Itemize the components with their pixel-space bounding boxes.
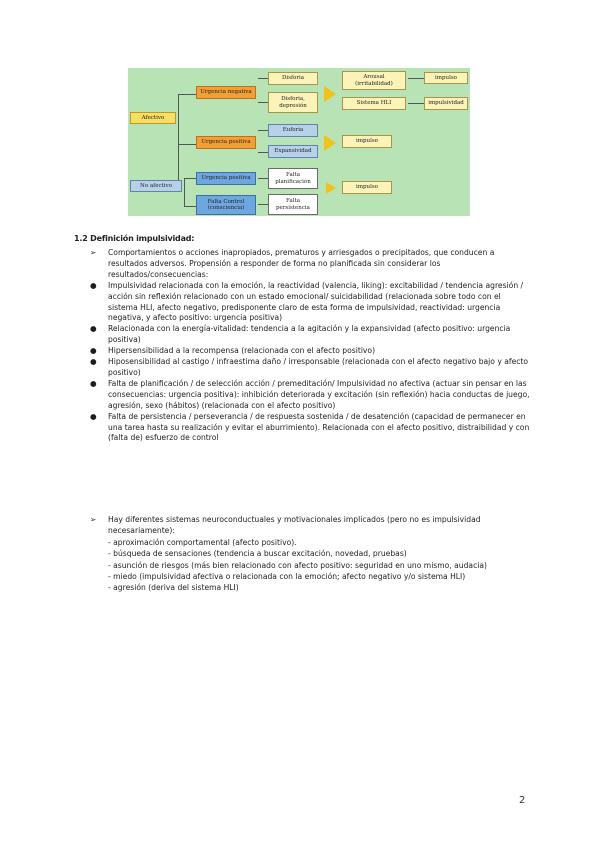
impulsivity-diagram (128, 68, 470, 216)
connector-line (408, 78, 424, 79)
connector-line (178, 94, 196, 95)
list-item: ➢ Comportamientos o acciones inapropiados, prematuros y arriesgados o precipitados, que conducen a resultados adversos. Propensión a responder de forma no planificada sin considerar los resultados/consecuencias: (90, 248, 495, 279)
connector-line (178, 144, 196, 145)
urgencia-positiva-box: Urgencia positiva (196, 136, 256, 149)
yellow-arrow-icon (324, 86, 336, 102)
falta-control-box: Falta Control (consciencia) (196, 195, 256, 215)
arrow-bullet-icon: ➢ (90, 248, 97, 257)
yellow-arrow-icon (324, 135, 336, 151)
list-item: ● Hiposensibilidad al castigo / infraestima daño / irresponsable (relacionada con el afecto negativo bajo y afecto positivo) (90, 357, 529, 377)
list-item: ● Hipersensibilidad a la recompensa (relacionada con el afecto positivo) (90, 346, 376, 356)
connector-line (258, 204, 268, 205)
sub-item: - agresión (deriva del sistema HLI) (108, 583, 239, 593)
connector-line (258, 130, 268, 131)
systems-list (90, 514, 530, 594)
disforia-box: Disforia (268, 72, 318, 85)
list-item: ● Falta de planificación / de selección acción / premeditación/ Impulsividad no afectiva (actuar sin pensar en las consecuencias: urgencia positiva): inhibición deteriorada y excitación (sin reflexión) hacia conductas de juego, agresión, sexo (hábitos) (relacionada con el afecto positivo) (90, 378, 530, 410)
sub-item: - miedo (impulsividad afectiva o relacionada con la emoción; afecto negativo y/o sistema HLI) (108, 572, 466, 582)
list-item: ● Impulsividad relacionada con la emoción, la reactividad (valencia, liking): excitabilidad / tendencia agresión / acción sin reflexión relacionado con un estado emocional/ suicidabilidad (relacionada sobre todo con el sistema HLI, afecto negativo, predisponente claro de esta forma de impulsividad, reactividad: urgencia negativa, y afecto positivo: urgencia positiva) (90, 280, 524, 323)
sistema-hli-box: Sistema HLI (342, 97, 406, 110)
bullet-icon: ● (90, 324, 97, 334)
list-item: ● Falta de persistencia / perseverancia / de respuesta sostenida / de desatención (capacidad de permanecer en una tarea hasta su realización y evitar el aburrimiento). Relacionada con el afecto positivo, distraibilidad y con (falta de) esfuerzo de control (90, 411, 530, 443)
falta-persistencia-box: Falta persistencia (268, 194, 318, 215)
sub-item: - asunción de riesgos (más bien relacionado con afecto positivo: seguridad en uno mismo, audacia) (108, 560, 487, 570)
page-number: 2 (519, 795, 526, 806)
disforia-depresion-box: Disforia, depresión (268, 92, 318, 113)
yellow-arrow-icon (326, 182, 336, 194)
euforia-box: Euforia (268, 124, 318, 137)
connector-line (184, 178, 185, 206)
connector-line (178, 94, 179, 186)
connector-line (408, 103, 424, 104)
impulsividad-box: impulsividad (424, 97, 468, 110)
section-title: 1.2 Definición impulsividad: (74, 234, 195, 243)
connector-line (184, 178, 196, 179)
sub-item: - aproximación comportamental (afecto positivo). (108, 537, 297, 547)
list-item: ● Relacionada con la energía-vitalidad: tendencia a la agitación y la expansividad (afecto positivo: urgencia positiva) (90, 324, 511, 345)
bullet-icon: ● (90, 346, 97, 356)
impulso-box-3: impulso (342, 181, 392, 194)
connector-line (258, 152, 268, 153)
arousal-box: Arousal (irritabilidad) (342, 71, 406, 90)
connector-line (258, 102, 268, 103)
definition-list (90, 248, 530, 444)
urgencia-positiva-no-afectivo-box: Urgencia positiva (196, 172, 256, 185)
sub-item: - búsqueda de sensaciones (tendencia a buscar excitación, novedad, pruebas) (108, 549, 407, 559)
bullet-icon: ● (90, 411, 97, 421)
list-item: ➢ Hay diferentes sistemas neuroconductuales y motivacionales implicados (pero no es impulsividad necesariamente): - aproximación comportamental (afecto positivo). - búsqueda de sensaciones (tendencia a buscar excitación, novedad, pruebas) - asunción de riesgos (más bien relacionado con afecto positivo: seguridad en uno mismo, audacia) - miedo (impulsividad afectiva o relacionada con la emoción; afecto negativo y/o sistema HLI) - agresión (deriva del sistema HLI) (90, 514, 530, 594)
arrow-bullet-icon: ➢ (90, 515, 97, 524)
impulso-box-2: impulso (342, 135, 392, 148)
connector-line (184, 206, 196, 207)
impulso-box-1: impulso (424, 72, 468, 84)
falta-planificacion-box: Falta planificación (268, 168, 318, 189)
expansividad-box: Expansividad (268, 145, 318, 158)
bullet-icon: ● (90, 357, 97, 367)
no-afectivo-box: No afectivo (130, 180, 182, 192)
connector-line (258, 178, 268, 179)
systems-sublist (108, 537, 530, 594)
bullet-icon: ● (90, 378, 97, 388)
urgencia-negativa-box: Urgencia negativa (196, 86, 256, 99)
connector-line (258, 78, 268, 79)
afectivo-box: Afectivo (130, 112, 176, 124)
bullet-icon: ● (90, 280, 97, 290)
